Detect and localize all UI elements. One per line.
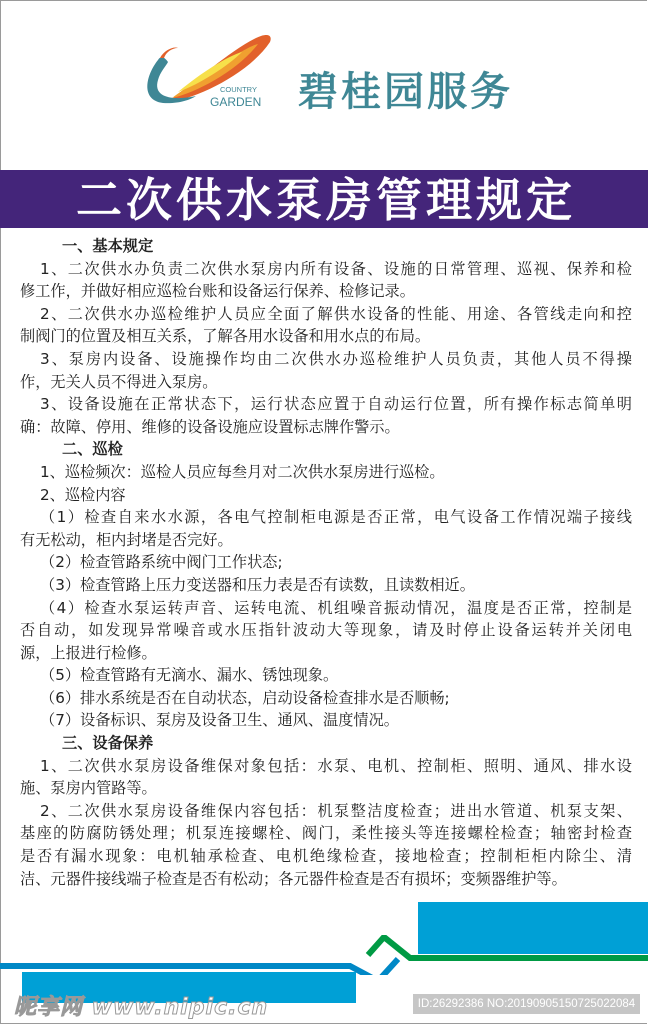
- paragraph-line: 2、二次供水泵房设备维保内容包括：机泵整洁度检查；进出水管道、机泵支架、: [40, 801, 632, 820]
- paragraph-line: 洁、元器件接线端子检查是否有松动；各元器件检查是否有损坏；变频器维护等。: [20, 869, 567, 888]
- paragraph-line: 确：故障、停用、维修的设备设施应设置标志牌作警示。: [20, 417, 400, 436]
- paragraph-line: （1）检查自来水水源，各电气控制柜电源是否正常，电气设备工作情况端子接线: [40, 508, 632, 527]
- paragraph-line: 基座的防腐防锈处理；机泵连接螺栓、阀门，柔性接头等连接螺栓检查；轴密封检查: [20, 824, 632, 843]
- paragraph-line: 2、巡检内容: [40, 485, 126, 504]
- watermark-id: ID:26292386 NO:20190905150725022084: [413, 994, 640, 1014]
- paragraph-line: （3）检查管路上压力变送器和压力表是否有读数，且读数相近。: [40, 575, 475, 594]
- paragraph-line: 源，上报进行检修。: [20, 643, 157, 662]
- logo-text-garden: GARDEN: [210, 95, 262, 109]
- paragraph-line: 作，无关人员不得进入泵房。: [20, 372, 218, 391]
- deco-lines: [0, 935, 648, 975]
- paragraph-line: （6）排水系统是否在自动状态，启动设备检查排水是否顺畅;: [40, 688, 450, 707]
- watermark-site: 昵享网 www.nipic.cn: [14, 995, 269, 1020]
- regulation-content: [20, 235, 632, 890]
- section-heading: 三、设备保养: [62, 734, 154, 753]
- paragraph-line: 修工作，并做好相应巡检台账和设备运行保养、检修记录。: [20, 282, 415, 301]
- logo-text-country: COUNTRY: [220, 85, 257, 94]
- paragraph-line: 否自动，如发现异常噪音或水压指针波动大等现象，请及时停止设备运转并关闭电: [20, 621, 632, 640]
- country-garden-logo: [138, 30, 278, 112]
- paragraph-line: 施、泵房内管路等。: [20, 779, 157, 798]
- paragraph-line: （4）检查水泵运转声音、运转电流、机组噪音振动情况，温度是否正常，控制是: [40, 598, 632, 617]
- paragraph-line: 1、二次供水办负责二次供水泵房内所有设备、设施的日常管理、巡视、保养和检: [40, 259, 632, 278]
- paragraph-line: （5）检查管路有无滴水、漏水、锈蚀现象。: [40, 666, 339, 685]
- paragraph-line: 制阀门的位置及相互关系，了解各用水设备和用水点的布局。: [20, 327, 431, 346]
- paragraph-line: 是否有漏水现象：电机轴承检查、电机绝缘检查，接地检查；控制柜柜内除尘、清: [20, 847, 632, 866]
- paragraph-line: （2）检查管路系统中阀门工作状态;: [40, 553, 283, 572]
- paragraph-line: 1、二次供水泵房设备维保对象包括：水泵、电机、控制柜、照明、通风、排水设: [40, 756, 632, 775]
- section-heading: 二、巡检: [62, 440, 123, 459]
- section-heading: 一、基本规定: [62, 237, 154, 255]
- page-title: 二次供水泵房管理规定: [76, 173, 576, 227]
- paragraph-line: （7）设备标识、泵房及设备卫生、通风、温度情况。: [40, 711, 399, 730]
- paragraph-line: 3、泵房内设备、设施操作均由二次供水办巡检维护人员负责，其他人员不得操: [40, 349, 632, 368]
- paragraph-line: 3、设备设施在正常状态下，运行状态应置于自动运行位置，所有操作标志简单明: [40, 395, 632, 414]
- paragraph-line: 2、二次供水办巡检维护人员应全面了解供水设备的性能、用途、各管线走向和控: [40, 304, 632, 323]
- paragraph-line: 1、巡检频次：巡检人员应每叁月对二次供水泵房进行巡检。: [40, 462, 445, 481]
- brand-name: 碧桂园服务: [298, 68, 513, 115]
- paragraph-line: 有无松动，柜内封堵是否完好。: [20, 530, 233, 549]
